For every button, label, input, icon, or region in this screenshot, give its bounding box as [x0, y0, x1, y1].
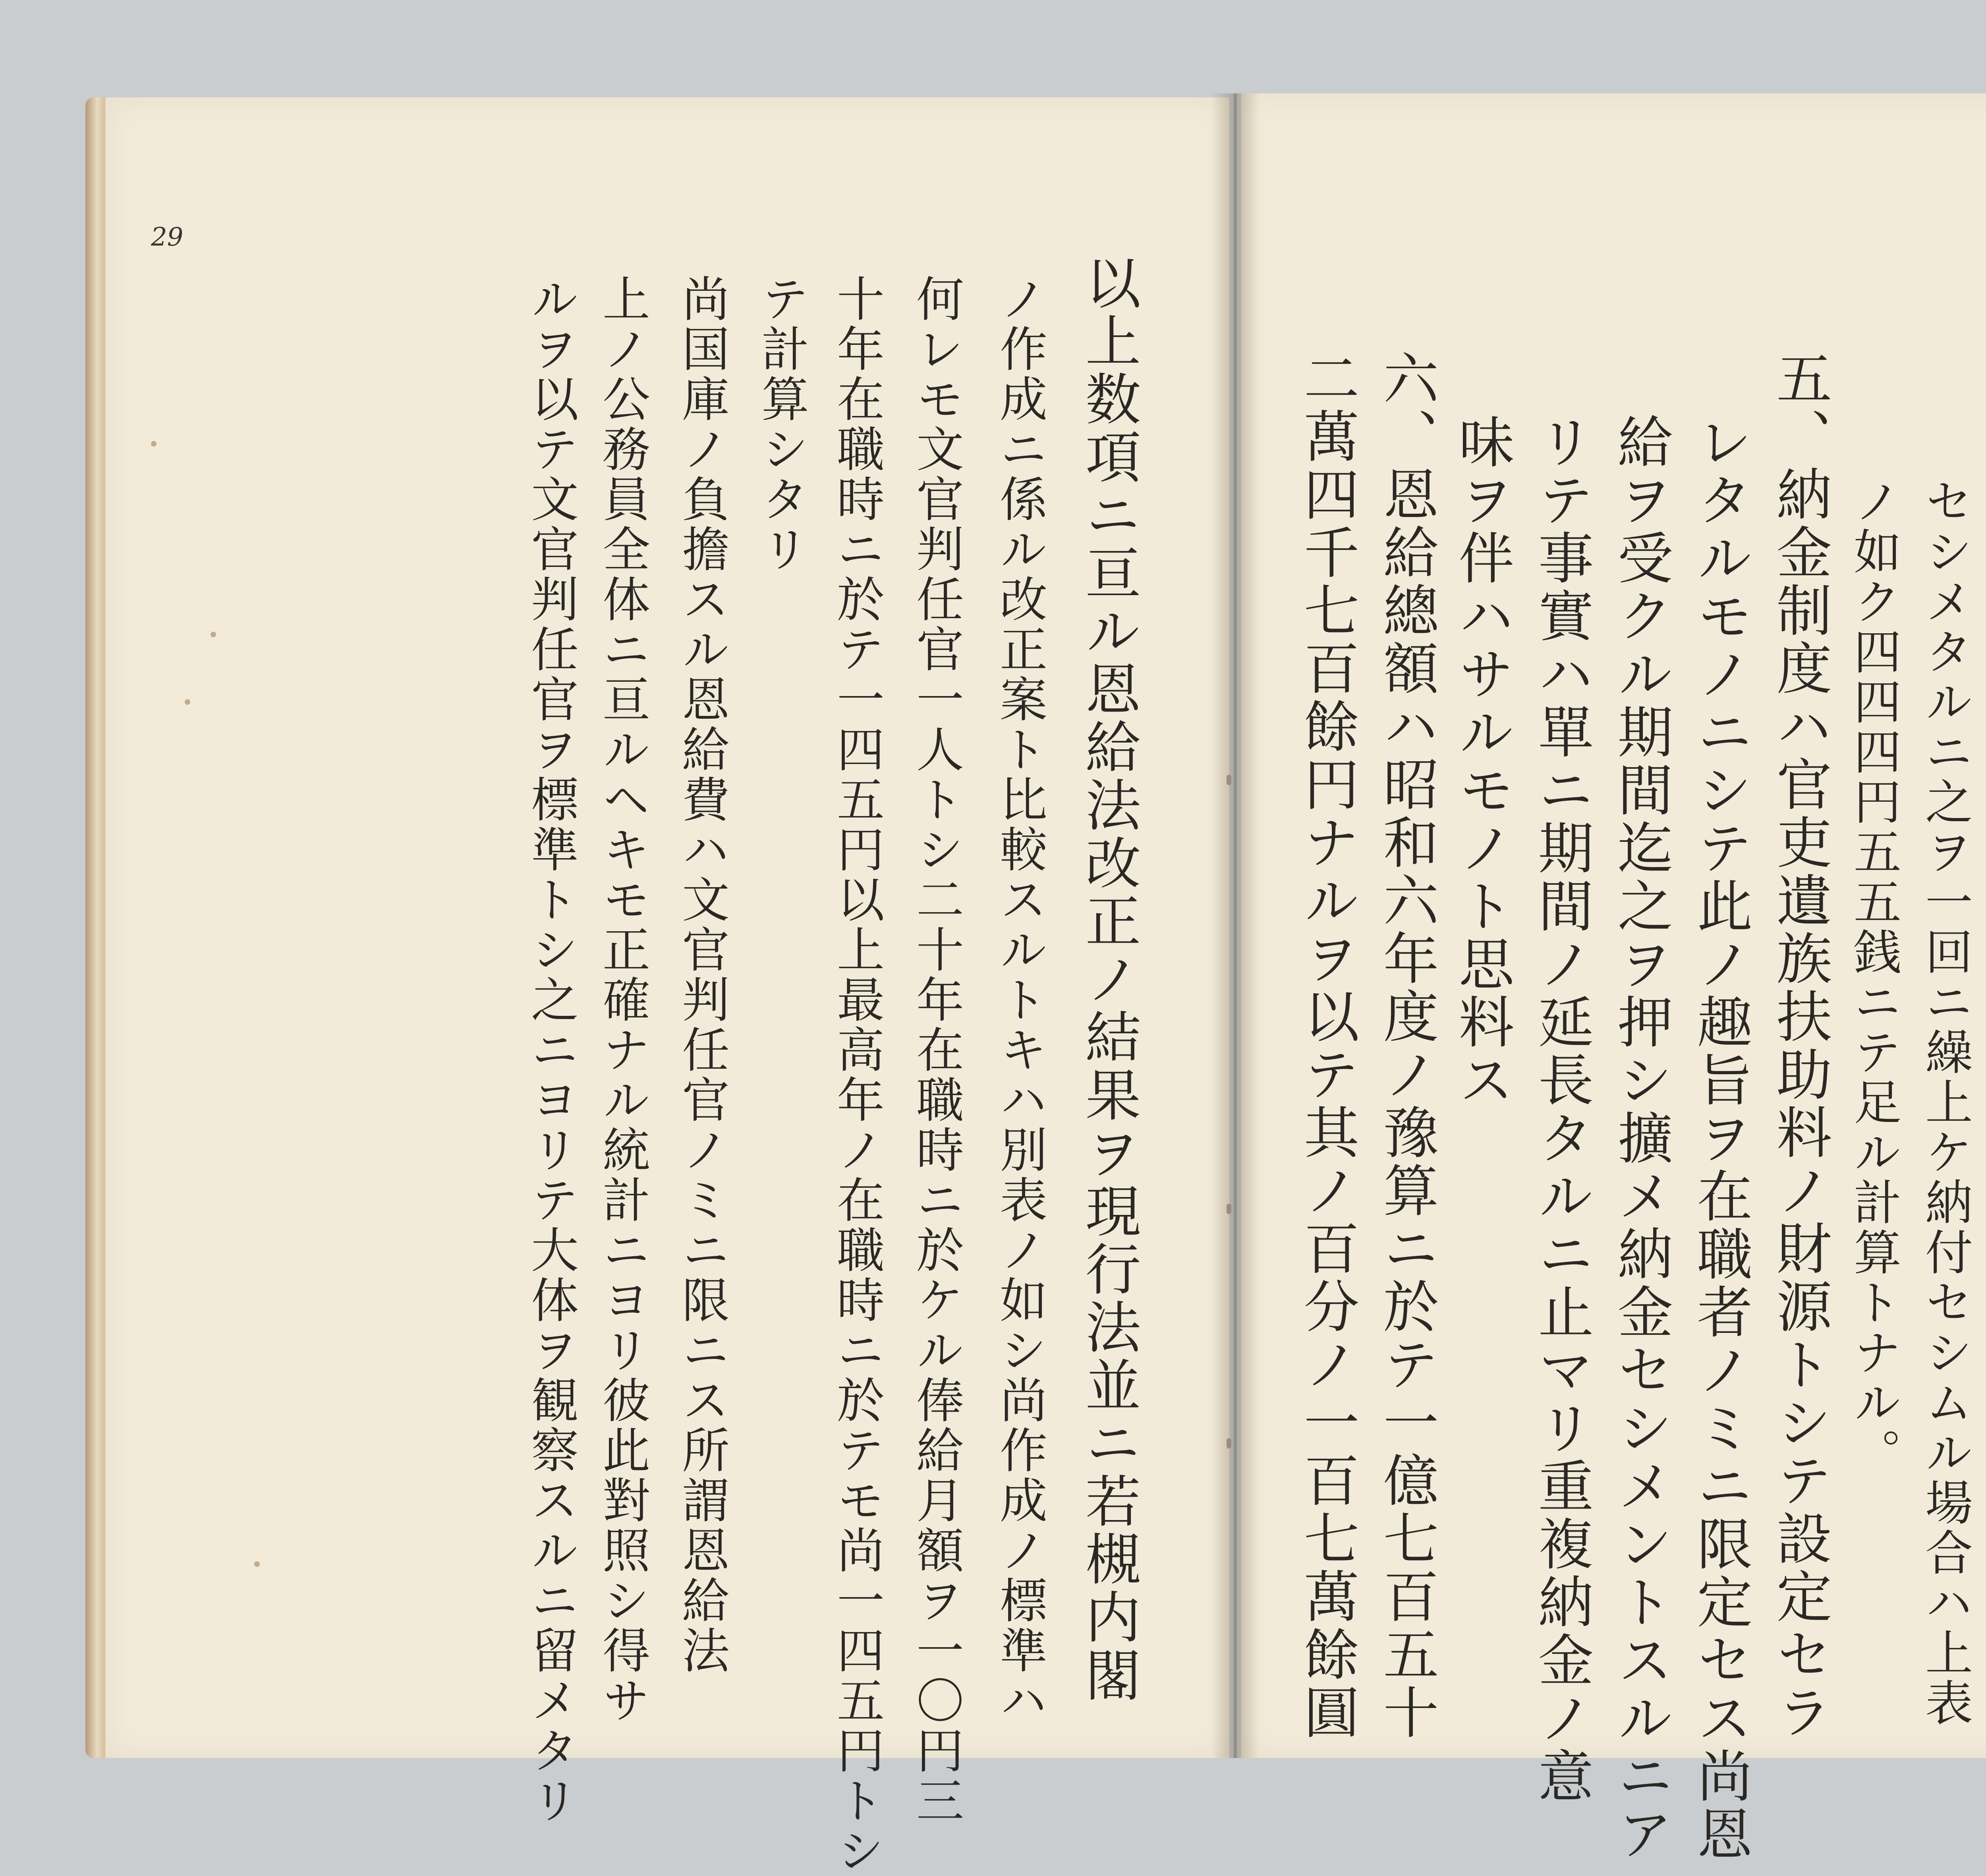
left-text-column: ルヲ以テ文官判任官ヲ標準トシ之ニヨリテ大体ヲ観察スルニ留メタリ — [523, 274, 578, 1826]
left-text-column: 十年在職時ニ於テ一四五円以上最高年ノ在職時ニ於テモ尚一四五円トシ — [829, 274, 884, 1876]
foxing-spot — [211, 632, 216, 637]
item-five-line: 味ヲ伴ハサルモノト思料ス — [1449, 413, 1514, 1109]
left-text-column: 上ノ公務員全体ニ亘ルヘキモ正確ナル統計ニヨリ彼此對照シ得サ — [595, 274, 650, 1726]
note-line: ノ如ク四四四円五五銭ニテ足ル計算トナル。 — [1846, 477, 1901, 1478]
item-six-line: 六、恩給總額ハ昭和六年度ノ豫算ニ於テ一億七百五十 — [1374, 350, 1439, 1742]
item-five-line: 給ヲ受クル期間迄之ヲ押シ擴メ納金セシメントスルニア — [1608, 413, 1673, 1863]
page-number-left: 29 — [151, 222, 184, 252]
item-six-line: 二萬四千七百餘円ナルヲ以テ其ノ百分ノ一百七萬餘圓 — [1294, 350, 1359, 1742]
left-text-column: 尚国庫ノ負擔スル恩給費ハ文官判任官ノミニ限ニス所謂恩給法 — [674, 274, 729, 1676]
foxing-spot — [254, 1561, 260, 1567]
left-text-column: テ計算シタリ — [753, 274, 809, 574]
binding-stitch — [1227, 775, 1231, 785]
left-text-column: ノ作成ニ係ル改正案ト比較スルトキハ別表ノ如シ尚作成ノ標準ハ — [992, 274, 1047, 1726]
book-gutter — [1211, 93, 1259, 1758]
foxing-spot — [151, 441, 156, 447]
left-text-column: 何レモ文官判任官一人トシ二十年在職時ニ於ケル俸給月額ヲ一〇円三 — [908, 274, 964, 1826]
item-five-line: 五、納金制度ハ官吏遺族扶助料ノ財源トシテ設定セラ — [1767, 350, 1832, 1742]
binding-stitch — [1227, 1204, 1231, 1214]
note-line: セシメタルニ之ヲ一回ニ繰上ケ納付セシムル場合ハ上表 — [1917, 477, 1972, 1728]
item-five-line: リテ事實ハ單ニ期間ノ延長タルニ止マリ重複納金ノ意 — [1529, 413, 1594, 1805]
binding-stitch — [1227, 1438, 1231, 1449]
foxing-spot — [185, 699, 190, 705]
left-text-column: 以上数項ニ亘ル恩給法改正ノ結果ヲ現行法並ニ若槻内閣 — [1076, 254, 1141, 1704]
item-five-line: レタルモノニシテ此ノ趣旨ヲ在職者ノミニ限定セス尚恩 — [1688, 413, 1752, 1863]
